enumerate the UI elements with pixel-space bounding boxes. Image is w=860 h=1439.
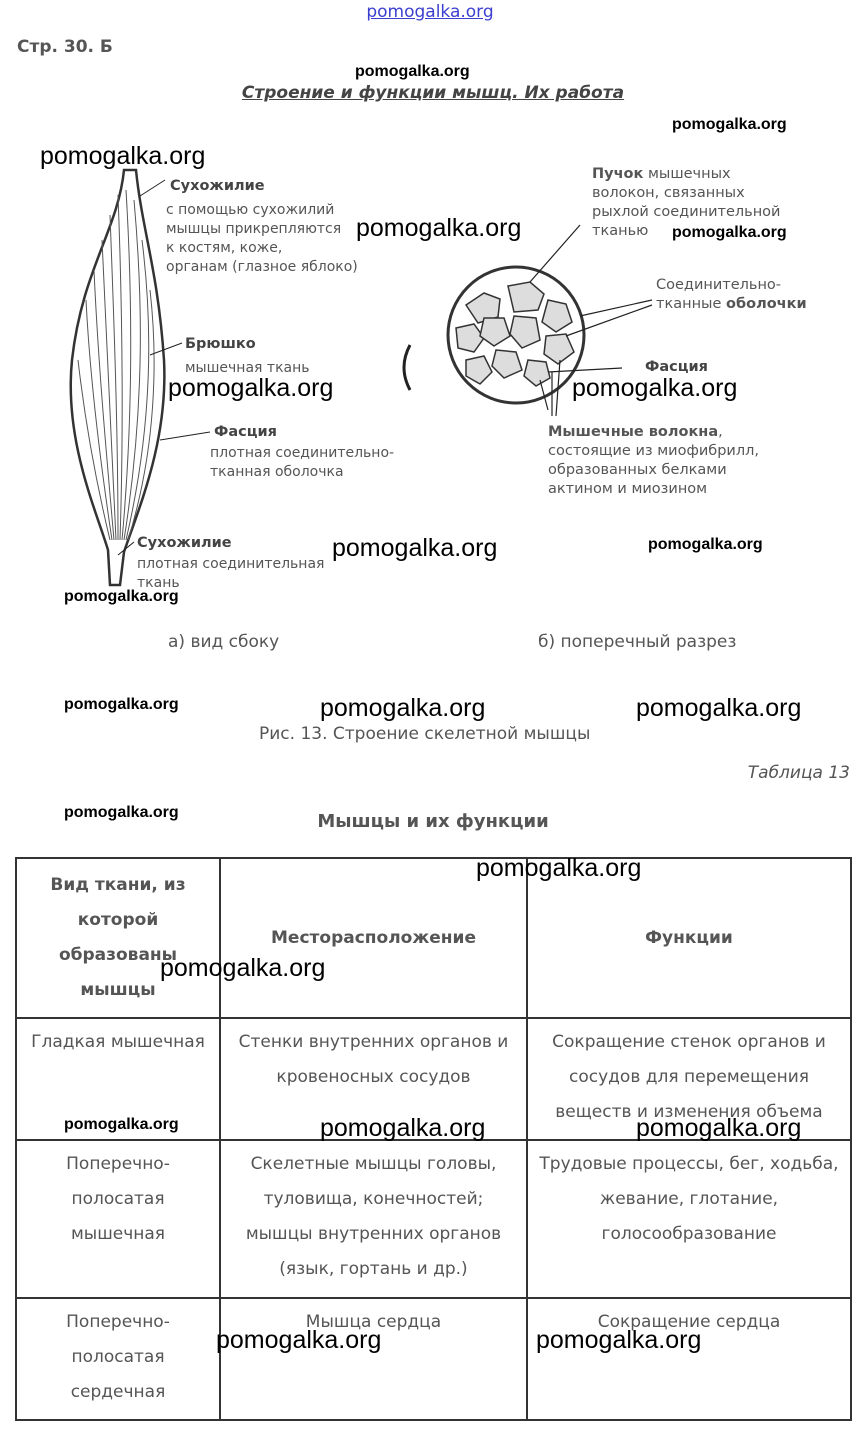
page-number: Стр. 30. Б: [17, 37, 113, 57]
watermark: pomogalka.org: [476, 854, 642, 882]
fascia-cross-heading: Фасция: [645, 359, 708, 375]
watermark: pomogalka.org: [356, 214, 522, 242]
watermark: pomogalka.org: [40, 142, 206, 170]
sheaths-label: Соединительно- тканные оболочки: [656, 277, 807, 312]
caption-cross-section: б) поперечный разрез: [538, 632, 737, 652]
fascia-side-desc: плотная соединительно- тканная оболочка: [210, 445, 395, 480]
tendon-bottom-desc: плотная соединительная ткань: [137, 556, 325, 591]
bundle-label: Пучок мышечных волокон, связанных рыхлой соединительной тканью: [592, 166, 781, 239]
watermark: pomogalka.org: [320, 1114, 486, 1142]
header-functions: Функции: [527, 858, 851, 1018]
watermark: pomogalka.org: [536, 1326, 702, 1354]
page-title: Строение и функции мышц. Их работа: [241, 83, 625, 103]
watermark: pomogalka.org: [160, 954, 326, 982]
header-location: Месторасположение: [220, 858, 527, 1018]
fibers-heading: Мышечные волокна: [548, 424, 719, 440]
table-row: [16, 1140, 851, 1298]
cell-tissue: Поперечно-полосатая сердечная: [16, 1298, 220, 1420]
watermark: pomogalka.org: [64, 696, 179, 713]
cell-location: Скелетные мышцы головы, туловища, конечностей; мышцы внутренних органов (язык, гортань и др.): [220, 1140, 527, 1298]
tendon-bottom-heading: Сухожилие: [137, 535, 232, 551]
watermark: pomogalka.org: [636, 1114, 802, 1142]
belly-desc: мышечная ткань: [185, 360, 310, 376]
belly-heading: Брюшко: [185, 336, 256, 352]
watermark: pomogalka.org: [672, 116, 787, 133]
watermark: pomogalka.org: [636, 694, 802, 722]
watermark: pomogalka.org: [332, 534, 498, 562]
cell-functions: Сокращение стенок органов и сосудов для перемещения веществ и изменения объема: [527, 1018, 851, 1140]
table-row: [16, 1298, 851, 1420]
header-tissue: Вид ткани, из которой образованы мышцы: [16, 858, 220, 1018]
cell-tissue: Поперечно-полосатая мышечная: [16, 1140, 220, 1298]
watermark: pomogalka.org: [64, 804, 179, 821]
site-link[interactable]: pomogalka.org: [366, 2, 494, 22]
watermark: pomogalka.org: [64, 588, 179, 605]
cell-functions: Сокращение сердца: [527, 1298, 851, 1420]
watermark: pomogalka.org: [216, 1326, 382, 1354]
tendon-top-heading: Сухожилие: [170, 178, 265, 194]
watermark: pomogalka.org: [572, 374, 738, 402]
cell-location: Стенки внутренних органов и кровеносных сосудов: [220, 1018, 527, 1140]
tendon-top-desc: с помощью сухожилий мышцы прикрепляются к костям, коже, органам (глазное яблоко): [166, 202, 358, 275]
bundle-heading: Пучок: [592, 166, 644, 182]
table-title: Мышцы и их функции: [317, 811, 549, 832]
caption-side-view: а) вид сбоку: [168, 632, 280, 652]
watermark: pomogalka.org: [320, 694, 486, 722]
table-header-row: [16, 858, 851, 1018]
watermark: pomogalka.org: [168, 374, 334, 402]
cell-tissue: Гладкая мышечная: [16, 1018, 220, 1140]
table-number: Таблица 13: [747, 763, 850, 783]
cell-location: Мышца сердца: [220, 1298, 527, 1420]
fibers-label: Мышечные волокна, состоящие из миофибрилл, образованных белками актином и миозином: [548, 424, 759, 497]
watermark: pomogalka.org: [672, 224, 787, 241]
watermark: pomogalka.org: [64, 1116, 179, 1133]
watermark: pomogalka.org: [648, 536, 763, 553]
cell-functions: Трудовые процессы, бег, ходьба, жевание, глотание, голосообразование: [527, 1140, 851, 1298]
watermark: pomogalka.org: [355, 63, 470, 80]
fascia-side-heading: Фасция: [214, 424, 277, 440]
figure-caption: Рис. 13. Строение скелетной мышцы: [259, 724, 591, 744]
